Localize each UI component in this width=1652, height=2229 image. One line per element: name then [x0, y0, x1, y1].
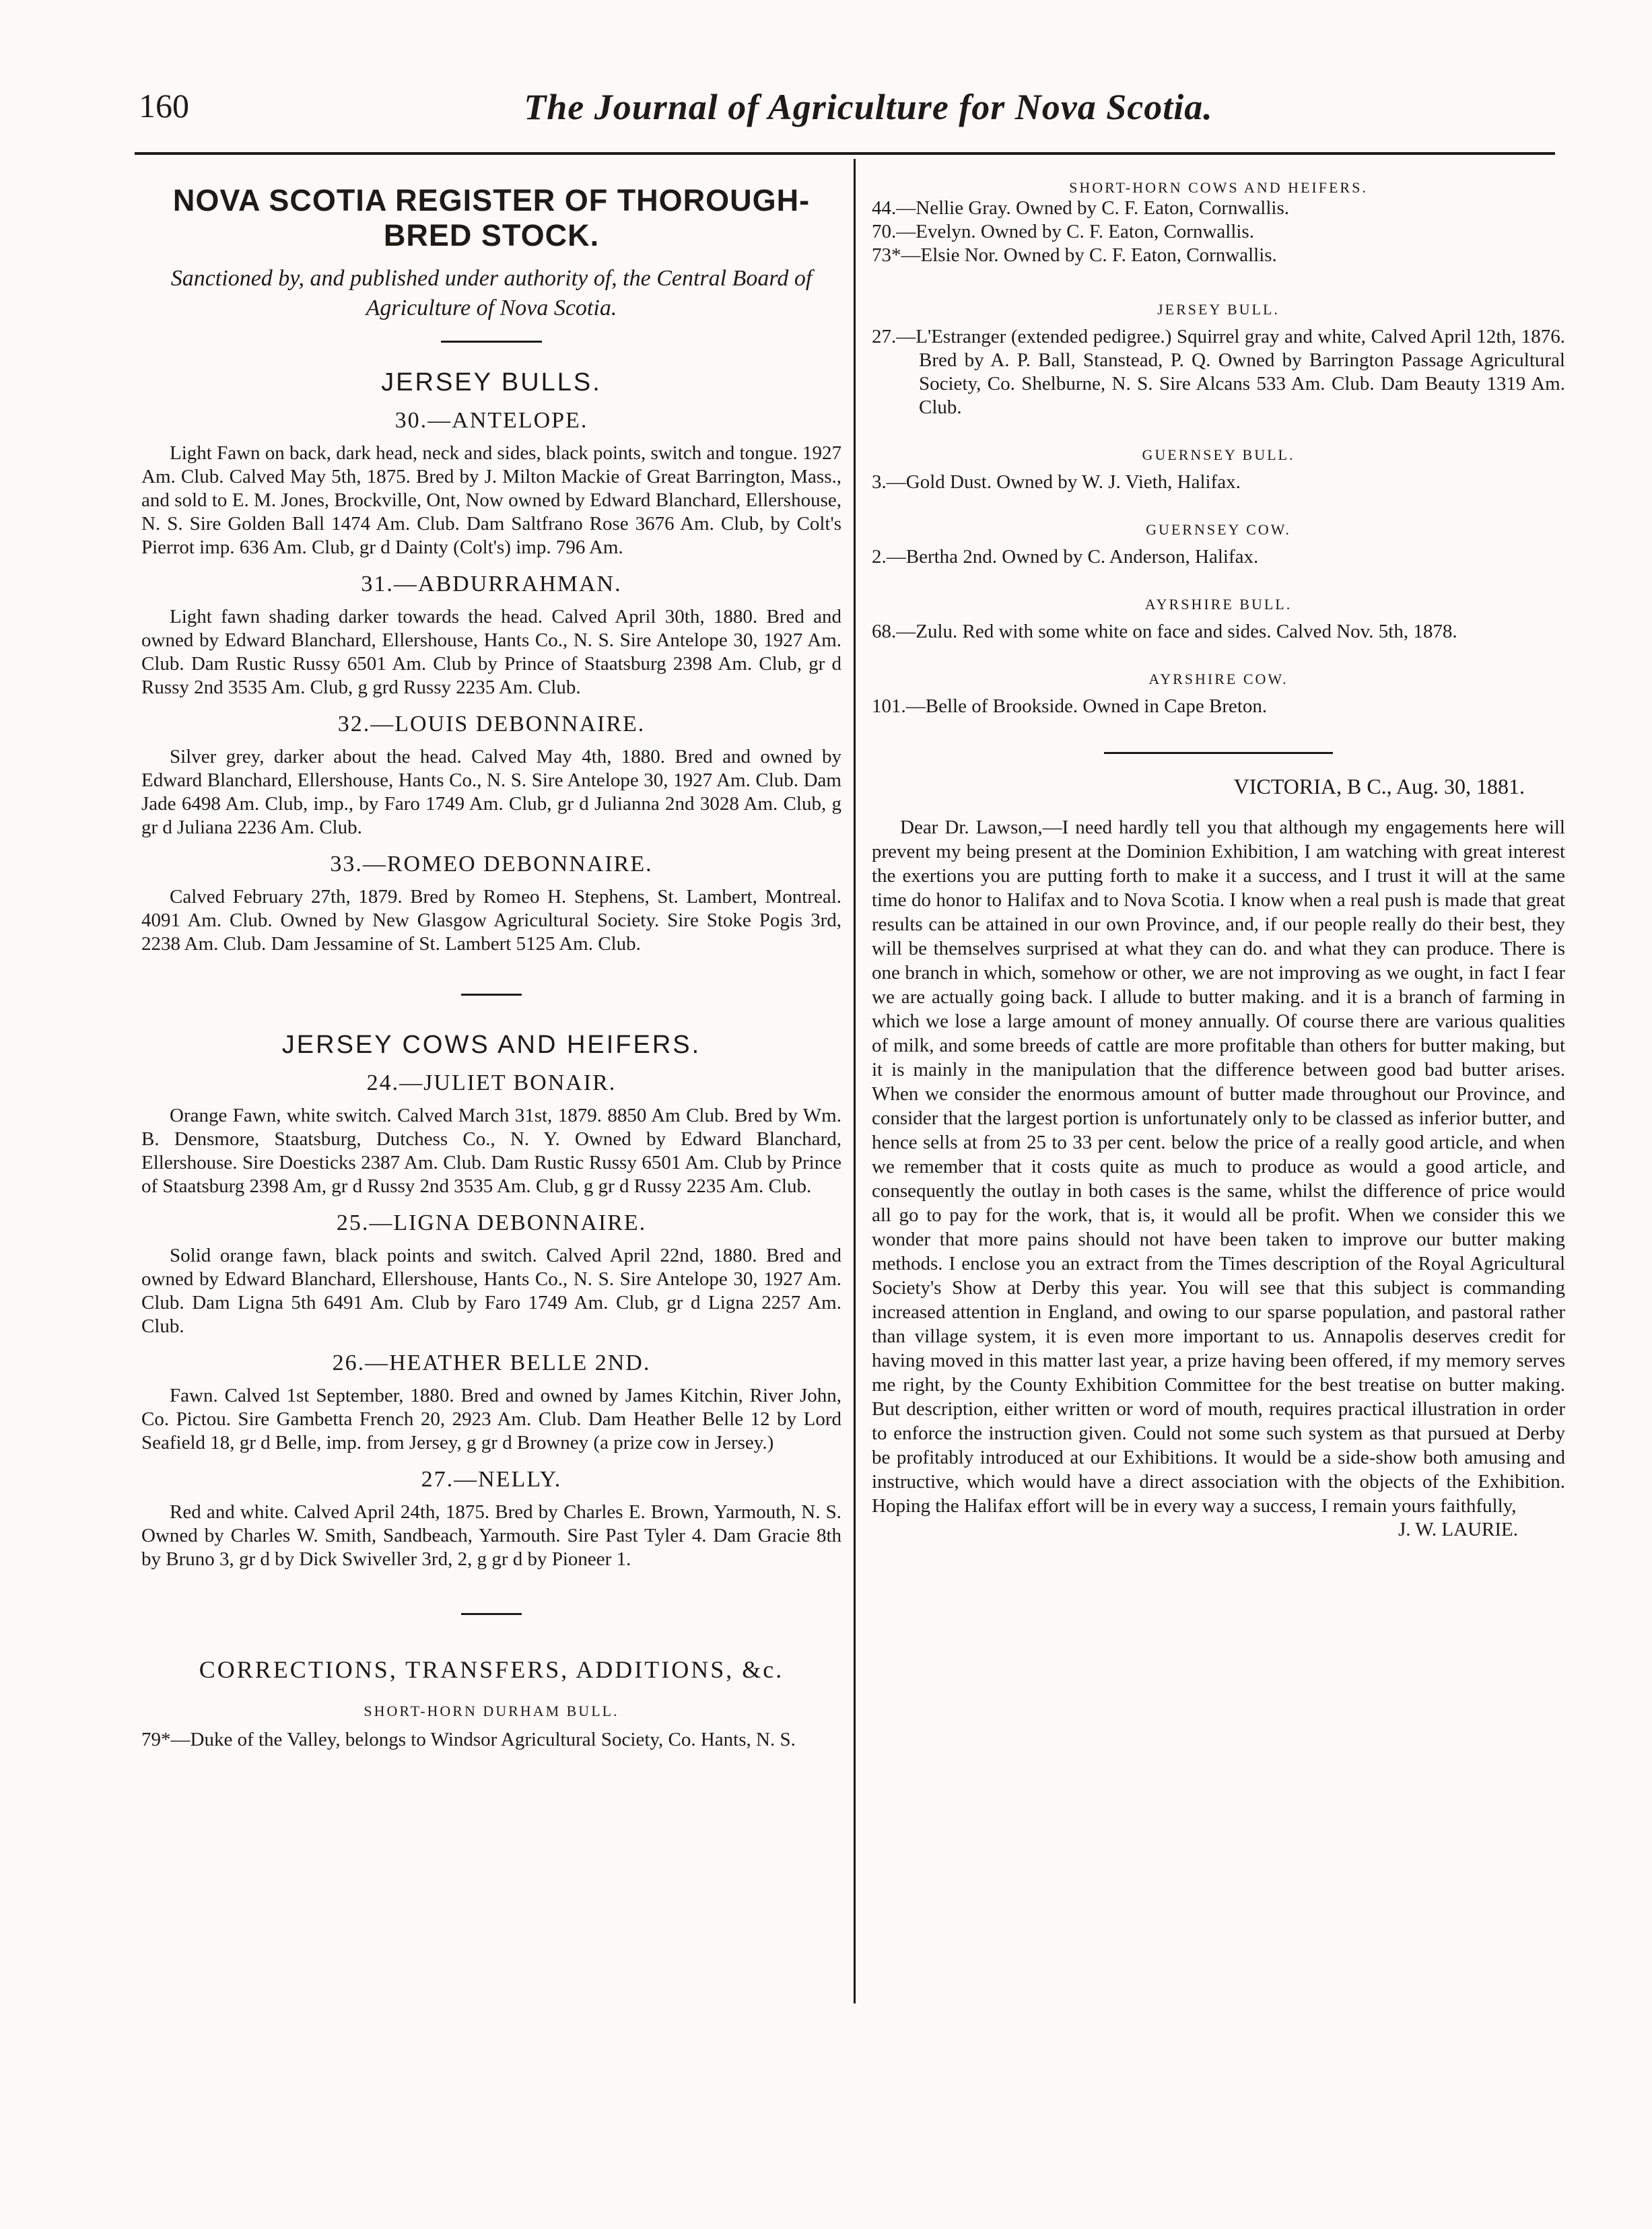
letter-signature: J. W. LAURIE. [1398, 1519, 1518, 1540]
entry-heading: 25.—LIGNA DEBONNAIRE. [336, 1210, 647, 1235]
entry-text: Orange Fawn, white switch. Calved March 31st, 1879. 8850 Am Club. Bred by Wm. B. Densmore, Staatsburg, Dutchess Co., N. Y. Owned by Edward Blanchard, Ellershouse. Sire Doesticks 2387 Am. Club. Dam Rustic Russy 6501 Am. Club by Prince of Staatsburg 2398 Am, gr d Russy 2nd 3535 Am. Club, g gr d Russy 2235 Am. Club. [141, 1105, 841, 1197]
correction-entry: 79*—Duke of the Valley, belongs to Windsor Agricultural Society, Co. Hants, N. S. [141, 1729, 796, 1750]
left-column [141, 159, 841, 1752]
addition-item: 44.—Nellie Gray. Owned by C. F. Eaton, Cornwallis. [872, 197, 1290, 219]
additions-section [872, 179, 1565, 267]
entry-text: Solid orange fawn, black points and switch. Calved April 22nd, 1880. Bred and owned by Edward Blanchard, Ellershouse, Hants Co., N. S. Sire Antelope 30, 1927 Am. Club. Dam Ligna 5th 6491 Am. Club by Faro 1749 Am. Club, gr d Ligna 2257 Am. Club. [141, 1245, 841, 1337]
entry-text: Light fawn shading darker towards the head. Calved April 30th, 1880. Bred and owned by Edward Blanchard, Ellershouse, Hants Co., N. S. Sire Antelope 30, 1927 Am. Club. Dam Rustic Russy 6501 Am. Club by Prince of Staatsburg 2398 Am. Club, gr d Russy 2nd 3535 Am. Club, g grd Russy 2235 Am. Club. [141, 606, 841, 698]
entry-heading: 31.—ABDURRAHMAN. [361, 572, 622, 596]
additions-section [872, 596, 1565, 644]
running-title: The Journal of Agriculture for Nova Scotia. [524, 87, 1213, 127]
additions-section [872, 671, 1565, 718]
entry-heading: 30.—ANTELOPE. [394, 408, 588, 433]
header-rule [135, 152, 1555, 155]
register-entry [141, 852, 841, 956]
letter-dateline: VICTORIA, B C., Aug. 30, 1881. [1233, 774, 1525, 798]
register-entry [141, 408, 841, 559]
addition-item: 3.—Gold Dust. Owned by W. J. Vieth, Halifax. [872, 471, 1241, 493]
entry-heading: 33.—ROMEO DEBONNAIRE. [330, 852, 653, 877]
section-heading: JERSEY BULL. [1157, 301, 1280, 318]
register-entry [141, 1350, 841, 1455]
section-heading: AYRSHIRE COW. [1148, 671, 1288, 687]
additions-section [872, 446, 1565, 494]
divider [1104, 752, 1333, 754]
register-entry [141, 1070, 841, 1198]
right-column [872, 159, 1565, 1542]
register-entry [141, 572, 841, 699]
divider [461, 994, 522, 996]
register-entry [141, 712, 841, 839]
entry-heading: 26.—HEATHER BELLE 2ND. [332, 1350, 651, 1375]
register-entry [141, 1467, 841, 1571]
entry-text: Light Fawn on back, dark head, neck and sides, black points, switch and tongue. 1927 Am. Club. Calved May 5th, 1875. Bred by J. Milton Mackie of Great Barrington, Mass., and sold to E. M. Jones, Brockville, Ont, Now owned by Edward Blanchard, Ellershouse, N. S. Sire Golden Ball 1474 Am. Club. Dam Saltfrano Rose 3676 Am. Club, by Colt's Pierrot imp. 636 Am. Club, gr d Dainty (Colt's) imp. 796 Am. [141, 442, 841, 558]
entry-text: Red and white. Calved April 24th, 1875. Bred by Charles E. Brown, Yarmouth, N. S. Owned by Charles W. Smith, Sandbeach, Yarmouth. Sire Past Tyler 4. Dam Gracie 8th by Bruno 3, gr d by Dick Swiveller 3rd, 2, g gr d by Pioneer 1. [141, 1501, 841, 1570]
addition-item: 27.—L'Estranger (extended pedigree.) Squirrel gray and white, Calved April 12th, 1876. Bred by A. P. Ball, Stanstead, P. Q. Owned by Barrington Passage Agricultural Society, Co. Shelburne, N. S. Sire Alcans 533 Am. Club. Dam Beauty 1319 Am. Club. [872, 326, 1565, 418]
addition-item: 68.—Zulu. Red with some white on face and sides. Calved Nov. 5th, 1878. [872, 621, 1457, 642]
addition-item: 2.—Bertha 2nd. Owned by C. Anderson, Halifax. [872, 546, 1259, 568]
section-heading: GUERNSEY BULL. [1142, 446, 1295, 463]
corrections-subheading: SHORT-HORN DURHAM BULL. [364, 1703, 619, 1719]
section-heading: SHORT-HORN COWS AND HEIFERS. [1069, 179, 1368, 196]
register-entry [141, 1210, 841, 1338]
page-number: 160 [139, 87, 189, 125]
divider [461, 1613, 522, 1615]
addition-item: 73*—Elsie Nor. Owned by C. F. Eaton, Cornwallis. [872, 244, 1277, 266]
letter-body: Dear Dr. Lawson,—I need hardly tell you that although my engagements here will prevent my being present at the Dominion Exhibition, I am watching with great interest the exertions you are putting forth to make it a success, and I trust it will at the same time do honor to Halifax and to Nova Scotia. I know when a real push is made that great results can be attained in our own Province, and, if our people really do their best, they will be themselves surprised at what they can do. and what they can produce. There is one branch in which, somehow or other, we are not improving as we ought, in fact I fear we are actually going back. I allude to butter making. and it is a branch of farming in which we lose a large amount of money annually. Of course there are various qualities of milk, and some breeds of cattle are more profitable than others for butter making, but it is mainly in the manipulation that the difference between good bad butter arises. When we consider the enormous amount of butter made throughout our Province, and consider that the largest portion is unfortunately only to be classed as inferior butter, and hence sells at from 25 to 33 per cent. below the price of a really good article, and when we remember that it costs quite as much to produce as would a good article, and consequently the outlay in both cases is the same, whilst the difference of price would all go to pay for the work, that is, it would all be profit. When we consider this we wonder that more pains should not have been taken to improve our butter making methods. I enclose you an extract from the Times description of the Royal Agricultural Society's Show at Derby this year. You will see that this subject is commanding increased attention in England, and owing to our sparse population, and pastoral rather than village system, it is even more important to us. Annapolis deserves credit for having moved in this matter last year, a prize having been offered, if my memory serves me right, by the County Exhibition Committee for the best treatise on butter making. But description, either written or word of mouth, requires practical illustration in order to enforce the instruction given. Could not some such system as that pursued at Derby be profitably introduced at our Exhibitions. It would be a side-show both amusing and instructive, which would have a direct association with the objects of the Exhibition. Hoping the Halifax effort will be in every way a success, I remain yours faithfully, [872, 817, 1565, 1517]
jersey-bulls-heading: JERSEY BULLS. [381, 368, 602, 397]
addition-item: 101.—Belle of Brookside. Owned in Cape Breton. [872, 695, 1268, 717]
addition-item: 70.—Evelyn. Owned by C. F. Eaton, Cornwallis. [872, 221, 1254, 242]
entry-text: Calved February 27th, 1879. Bred by Romeo H. Stephens, St. Lambert, Montreal. 4091 Am. Club. Owned by New Glasgow Agricultural Society. Sire Stoke Pogis 3rd, 2238 Am. Club. Dam Jessamine of St. Lambert 5125 Am. Club. [141, 886, 841, 955]
corrections-heading: CORRECTIONS, TRANSFERS, ADDITIONS, &c. [199, 1656, 784, 1683]
entry-text: Fawn. Calved 1st September, 1880. Bred and owned by James Kitchin, River John, Co. Pictou. Sire Gambetta French 20, 2923 Am. Club. Dam Heather Belle 12 by Lord Seafield 18, gr d Belle, imp. from Jersey, g gr d Browney (a prize cow in Jersey.) [141, 1385, 841, 1453]
section-heading: AYRSHIRE BULL. [1144, 596, 1293, 613]
additions-section [872, 521, 1565, 569]
section-heading: GUERNSEY COW. [1146, 521, 1291, 538]
register-title: NOVA SCOTIA REGISTER OF THOROUGH-BRED STOCK. [172, 183, 811, 252]
column-divider [854, 159, 856, 2003]
entry-heading: 27.—NELLY. [421, 1467, 562, 1492]
entry-heading: 24.—JULIET BONAIR. [366, 1070, 617, 1095]
additions-section [872, 301, 1565, 419]
register-subtitle: Sanctioned by, and published under authority of, the Central Board of Agriculture of Nova Scotia. [170, 266, 813, 320]
entry-text: Silver grey, darker about the head. Calved May 4th, 1880. Bred and owned by Edward Blanchard, Ellershouse, Hants Co., N. S. Sire Antelope 30, 1927 Am. Club. Dam Jade 6498 Am. Club, imp., by Faro 1749 Am. Club, gr d Julianna 2nd 3028 Am. Club, g gr d Juliana 2236 Am. Club. [141, 746, 841, 838]
entry-heading: 32.—LOUIS DEBONNAIRE. [337, 712, 646, 736]
divider [441, 341, 542, 343]
jersey-cows-heading: JERSEY COWS AND HEIFERS. [281, 1031, 701, 1059]
